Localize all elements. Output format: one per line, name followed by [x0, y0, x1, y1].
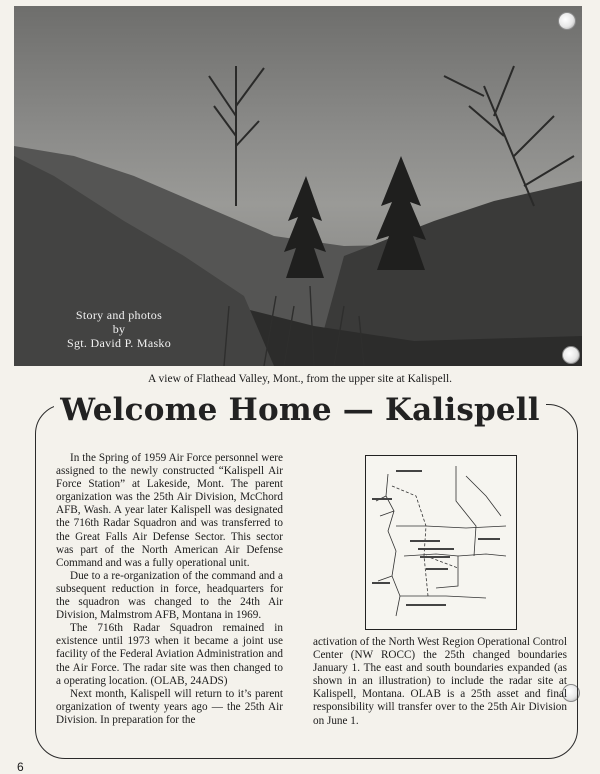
boundary-map: [365, 455, 517, 630]
paragraph: Next month, Kalispell will return to it’s parent organization of twenty years ago — the 25th Air Division. In preparation for the: [56, 687, 283, 726]
paragraph: Due to a re-organization of the command and a subsequent reduction in force, headquarters for the squadron was changed to the 24th Air Division, Malmstrom AFB, Montana in 1969.: [56, 569, 283, 622]
credit-line: by: [112, 322, 126, 336]
photo-credit: [44, 308, 194, 350]
flathead-valley-photo: [14, 6, 582, 366]
paragraph: In the Spring of 1959 Air Force personnel were assigned to the newly constructed “Kalispell Air Force Station” at Lakeside, Mont. The parent organization was the 25th Air Division, McChord AFB, Wash. A year later Kalispell was designated the 716th Radar Squadron and was transferred to the Great Falls Air Defense Sector. This sector was part of the North American Air Defense Command and was a fully operational unit.: [56, 452, 283, 569]
headline: Welcome Home — Kalispell: [54, 390, 546, 430]
headline-wrapper: [0, 390, 600, 430]
credit-line: Sgt. David P. Masko: [66, 336, 172, 350]
article-column-1: [56, 452, 283, 727]
paragraph: activation of the North West Region Operational Control Center (NW ROCC) the 25th changed boundaries January 1. The east and south boundaries expanded (as shown in an illustration) to include the radar site at Kalispell, Montana. OLAB is a 25th asset and final responsibility will transfer over to the 25th Air Division on June 1.: [313, 636, 567, 727]
punch-hole: [562, 346, 580, 364]
punch-hole: [558, 12, 576, 30]
photo-caption: A view of Flathead Valley, Mont., from the upper site at Kalispell.: [147, 373, 453, 385]
page-number: 6: [17, 760, 24, 774]
article-column-2: [313, 636, 567, 728]
credit-line: Story and photos: [75, 308, 163, 322]
paragraph: The 716th Radar Squadron remained in existence until 1973 when it became a joint use facility of the Federal Aviation Administration and the Air Force. The radar site was then changed to a operating location. (OLAB, 24ADS): [56, 622, 283, 687]
boundary-map-drawing: [366, 456, 516, 629]
